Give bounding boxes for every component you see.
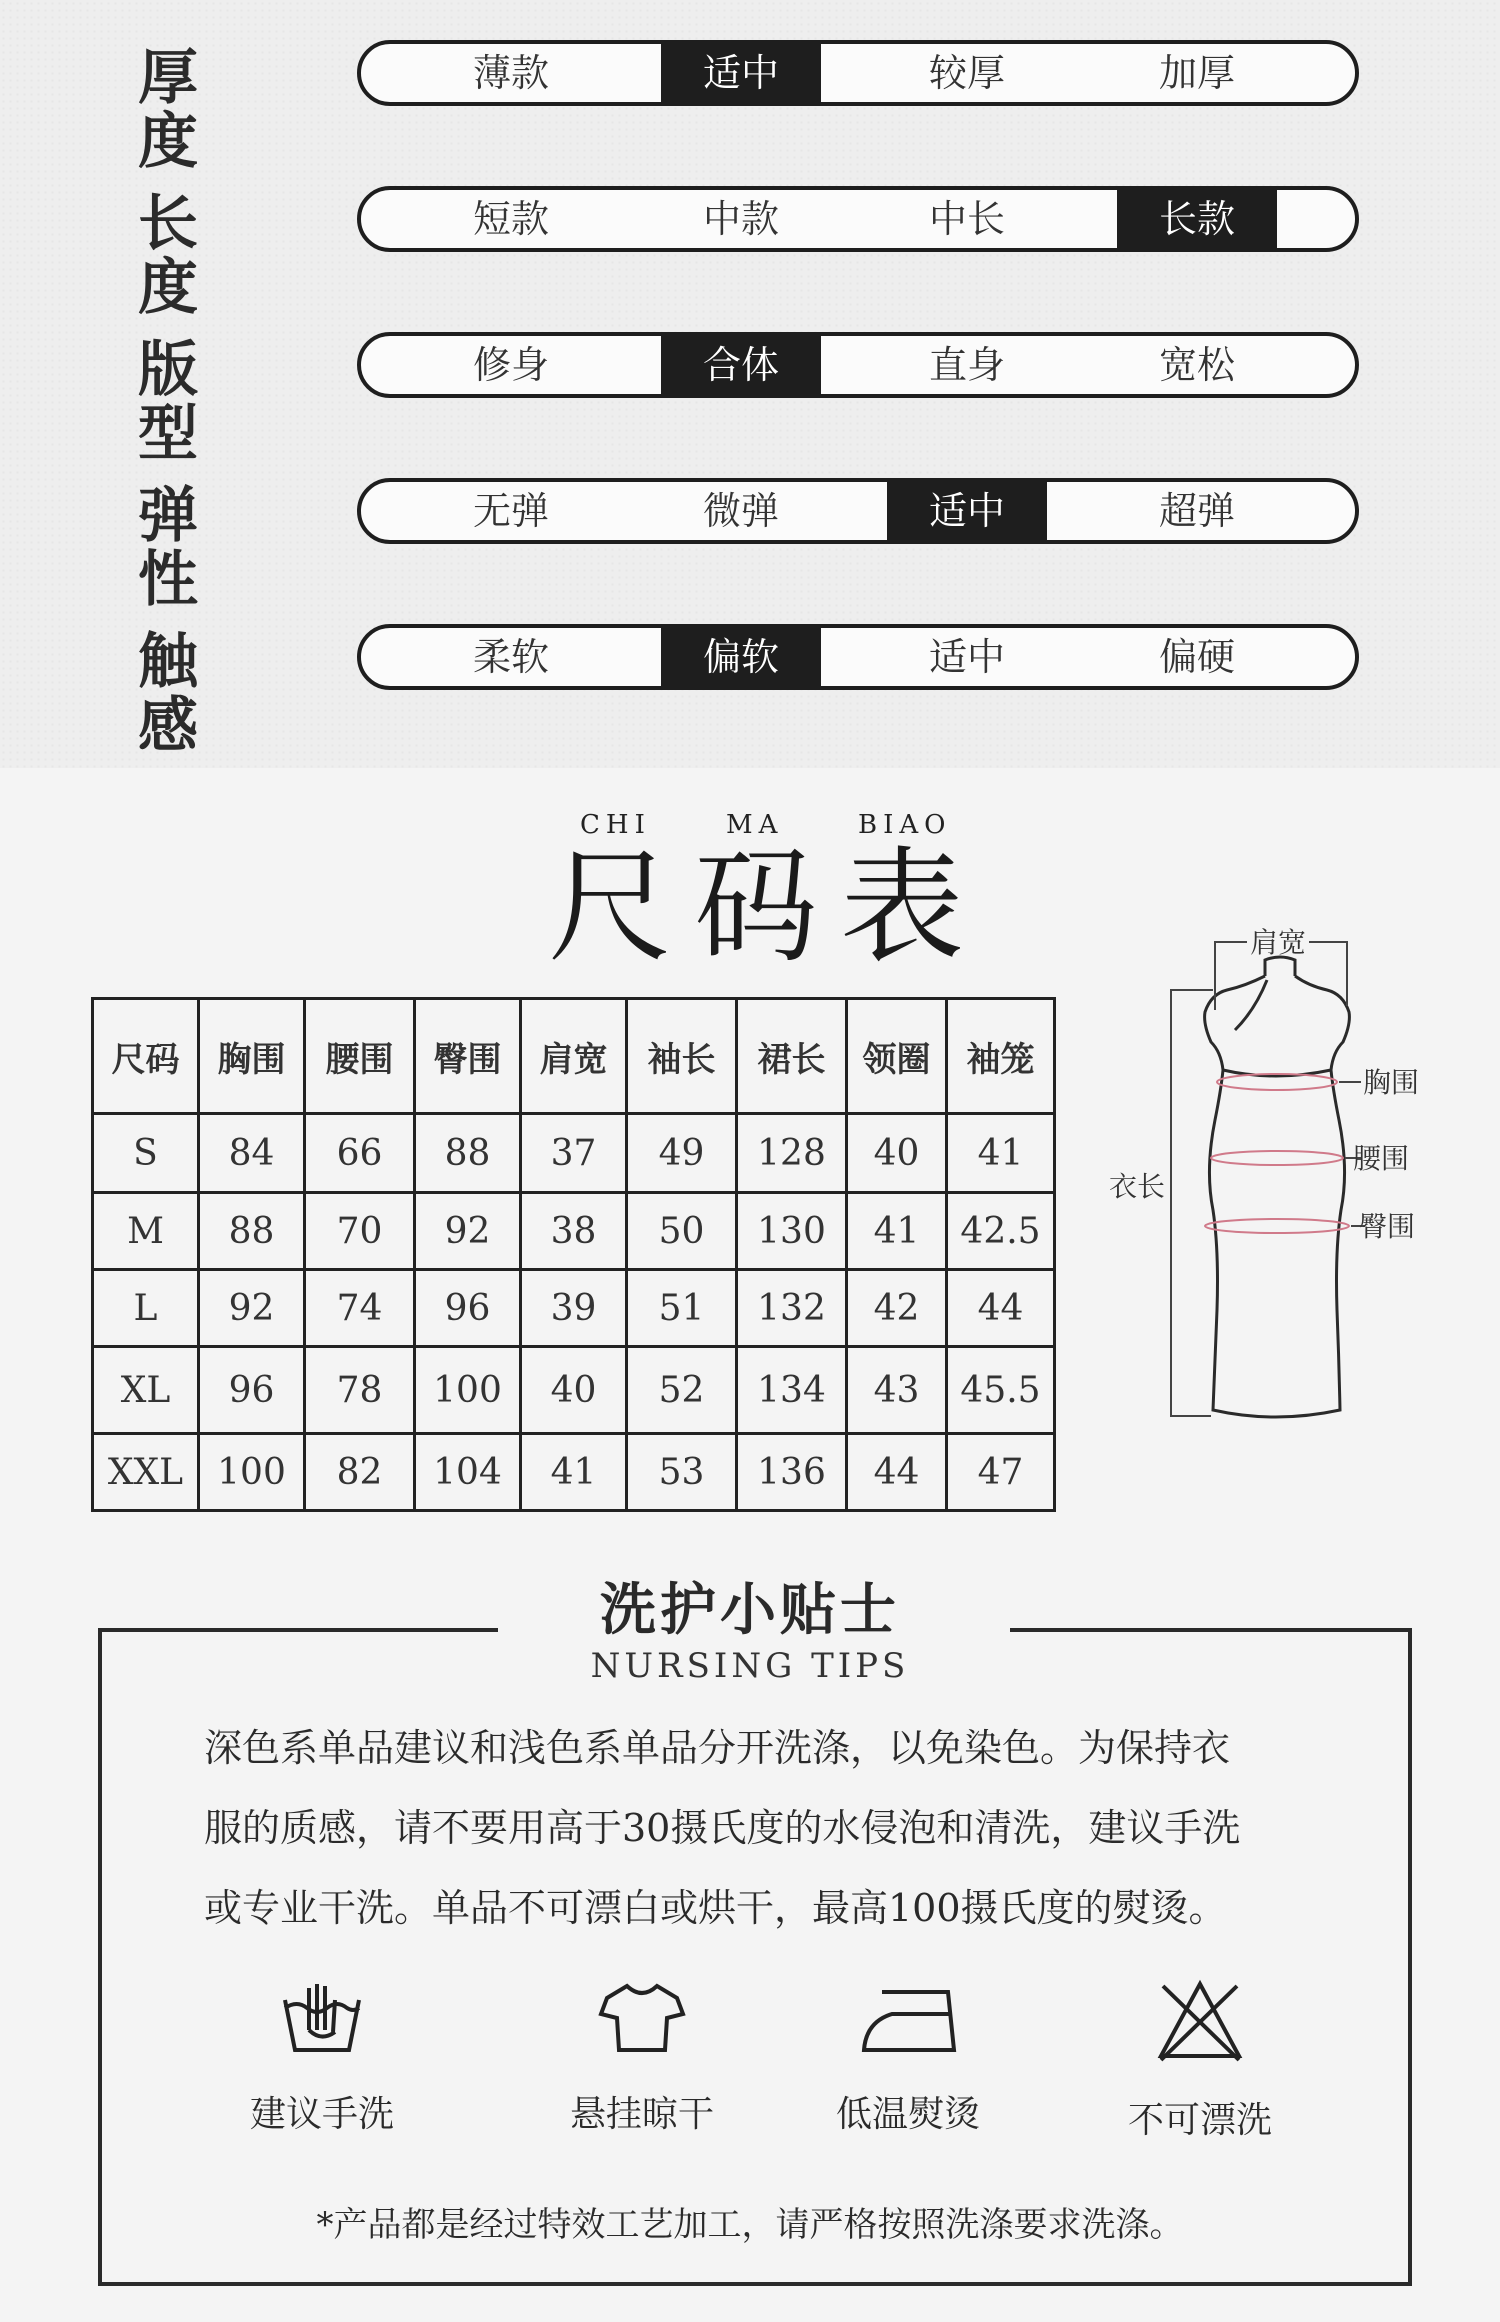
size-table-cell: 134	[737, 1347, 847, 1434]
size-table-cell: 88	[199, 1193, 305, 1270]
size-table-cell: 136	[737, 1434, 847, 1511]
size-table-header-cell: 袖长	[627, 999, 737, 1114]
size-table-cell: 37	[521, 1114, 627, 1193]
size-table-cell: 40	[847, 1114, 947, 1193]
size-table-cell: 41	[947, 1114, 1055, 1193]
size-table-cell: XXL	[93, 1434, 199, 1511]
size-table-cell: 49	[627, 1114, 737, 1193]
attr-label: 版型	[138, 335, 232, 469]
tips-subtitle: NURSING TIPS	[590, 1646, 910, 1686]
size-table-header-cell: 袖笼	[947, 999, 1055, 1114]
size-table	[91, 997, 1056, 1512]
attr-scale-bar	[357, 478, 1359, 544]
size-table-cell: 44	[947, 1270, 1055, 1347]
size-table-cell: 84	[199, 1114, 305, 1193]
attr-label: 厚度	[138, 43, 232, 177]
attr-option: 薄款	[472, 51, 549, 95]
attribute-scales	[0, 0, 1500, 768]
size-table-cell: 47	[947, 1434, 1055, 1511]
frame-right-line	[1408, 1628, 1412, 2286]
care-label: 不可漂洗	[1127, 2100, 1272, 2141]
no-bleach-icon	[1155, 1978, 1245, 2064]
care-low-iron	[808, 1978, 1008, 2137]
attr-row-thickness	[0, 40, 1500, 177]
care-footnote: *产品都是经过特效工艺加工，请严格按照洗涤要求洗涤。	[316, 2205, 1184, 2245]
tips-line: 深色系单品建议和浅色系单品分开洗涤，以免染色。为保持衣	[204, 1726, 1231, 1770]
size-table-cell: M	[93, 1193, 199, 1270]
size-table-header-cell: 腰围	[305, 999, 415, 1114]
dress-outline	[1205, 957, 1350, 1417]
tips-title: 洗护小贴士	[600, 1577, 900, 1643]
attr-scale-bar	[357, 332, 1359, 398]
hand-wash-icon	[277, 1978, 367, 2058]
attr-option: 短款	[472, 197, 549, 241]
size-table-cell: 104	[415, 1434, 521, 1511]
size-table-cell: 66	[305, 1114, 415, 1193]
frame-bottom-line	[98, 2282, 1412, 2286]
attr-option: 合体	[661, 332, 821, 398]
tips-line: 或专业干洗。单品不可漂白或烘干，最高100摄氏度的熨烫。	[204, 1886, 1227, 1930]
size-table-cell: 78	[305, 1347, 415, 1434]
attr-label: 弹性	[138, 481, 232, 615]
size-table-cell: 50	[627, 1193, 737, 1270]
attr-row-length	[0, 186, 1500, 323]
attr-label: 触感	[138, 627, 232, 761]
size-table-cell: 42	[847, 1270, 947, 1347]
care-hand-wash	[222, 1978, 422, 2137]
care-label: 低温熨烫	[835, 2094, 980, 2135]
size-table-cell: 92	[199, 1270, 305, 1347]
diagram-label-waist: 腰围	[1353, 1142, 1410, 1175]
attr-scale-bar	[357, 624, 1359, 690]
pinyin-label: BIAO	[858, 810, 952, 840]
size-table-cell: 52	[627, 1347, 737, 1434]
pinyin-label: MA	[726, 810, 784, 840]
attr-option: 柔软	[472, 635, 549, 679]
attr-option: 长款	[1117, 186, 1277, 252]
size-table-cell: 132	[737, 1270, 847, 1347]
attr-option: 适中	[928, 635, 1005, 679]
size-table-cell: 45.5	[947, 1347, 1055, 1434]
attr-option: 中长	[928, 197, 1005, 241]
size-table-cell: S	[93, 1114, 199, 1193]
attr-scale-bar	[357, 186, 1359, 252]
diagram-label-hip: 臀围	[1359, 1210, 1416, 1243]
size-table-cell: 42.5	[947, 1193, 1055, 1270]
size-table-row	[93, 1114, 1055, 1193]
low-iron-icon	[858, 1978, 958, 2058]
attr-option: 修身	[472, 343, 549, 387]
measurement-guides	[1205, 1074, 1349, 1233]
attr-option: 偏硬	[1158, 635, 1235, 679]
size-table-cell: 96	[415, 1270, 521, 1347]
size-table-header-cell: 裙长	[737, 999, 847, 1114]
diagram-label-length: 衣长	[1109, 1170, 1166, 1203]
size-chart-title: 尺码表	[548, 836, 987, 980]
size-table-row	[93, 1270, 1055, 1347]
attr-option: 直身	[928, 343, 1005, 387]
care-no-bleach	[1100, 1978, 1300, 2143]
size-table-header-row	[93, 999, 1055, 1114]
frame-left-line	[98, 1628, 102, 2286]
size-table-row	[93, 1434, 1055, 1511]
size-table-cell: 82	[305, 1434, 415, 1511]
tips-line: 服的质感，请不要用高于30摄氏度的水侵泡和清洗，建议手洗	[204, 1806, 1241, 1850]
size-table-header-cell: 胸围	[199, 999, 305, 1114]
size-table-header-cell: 臀围	[415, 999, 521, 1114]
diagram-label-chest: 胸围	[1363, 1066, 1420, 1099]
size-table-cell: 130	[737, 1193, 847, 1270]
care-hang-dry	[542, 1978, 742, 2137]
size-table-cell: 39	[521, 1270, 627, 1347]
attr-option: 适中	[661, 40, 821, 106]
size-table-header-cell: 尺码	[93, 999, 199, 1114]
size-table-cell: 70	[305, 1193, 415, 1270]
attr-option: 较厚	[928, 51, 1005, 95]
attr-option: 宽松	[1158, 343, 1235, 387]
leader-lines	[1171, 942, 1365, 1416]
care-label: 悬挂晾干	[569, 2094, 714, 2135]
tips-body	[204, 1708, 1334, 1948]
attr-option: 偏软	[661, 624, 821, 690]
pinyin-label: CHI	[580, 810, 651, 840]
size-table-cell: 128	[737, 1114, 847, 1193]
size-table-cell: 96	[199, 1347, 305, 1434]
size-table-cell: 44	[847, 1434, 947, 1511]
attr-option: 加厚	[1158, 51, 1235, 95]
attr-label: 长度	[138, 189, 232, 323]
size-table-cell: 88	[415, 1114, 521, 1193]
size-table-row	[93, 1347, 1055, 1434]
size-table-cell: XL	[93, 1347, 199, 1434]
attr-row-fit	[0, 332, 1500, 469]
attr-option: 微弹	[702, 489, 779, 533]
size-table-header-cell: 肩宽	[521, 999, 627, 1114]
hang-dry-icon	[597, 1978, 687, 2058]
attr-row-touch	[0, 624, 1500, 761]
size-table-cell: 43	[847, 1347, 947, 1434]
size-table-cell: 92	[415, 1193, 521, 1270]
attr-scale-bar	[357, 40, 1359, 106]
care-label: 建议手洗	[249, 2094, 394, 2135]
attr-option: 无弹	[472, 489, 549, 533]
size-table-row	[93, 1193, 1055, 1270]
attr-option: 中款	[702, 197, 779, 241]
size-table-cell: L	[93, 1270, 199, 1347]
size-table-cell: 74	[305, 1270, 415, 1347]
size-table-cell: 41	[521, 1434, 627, 1511]
size-table-cell: 51	[627, 1270, 737, 1347]
size-table-cell: 40	[521, 1347, 627, 1434]
size-table-cell: 53	[627, 1434, 737, 1511]
size-table-header-cell: 领圈	[847, 999, 947, 1114]
size-table-cell: 100	[199, 1434, 305, 1511]
attr-option: 超弹	[1158, 489, 1235, 533]
dress-measurement-diagram	[1095, 920, 1425, 1440]
size-table-cell: 38	[521, 1193, 627, 1270]
size-table-cell: 41	[847, 1193, 947, 1270]
diagram-label-shoulder: 肩宽	[1250, 926, 1307, 959]
attr-option: 适中	[887, 478, 1047, 544]
size-table-cell: 100	[415, 1347, 521, 1434]
attr-row-elasticity	[0, 478, 1500, 615]
